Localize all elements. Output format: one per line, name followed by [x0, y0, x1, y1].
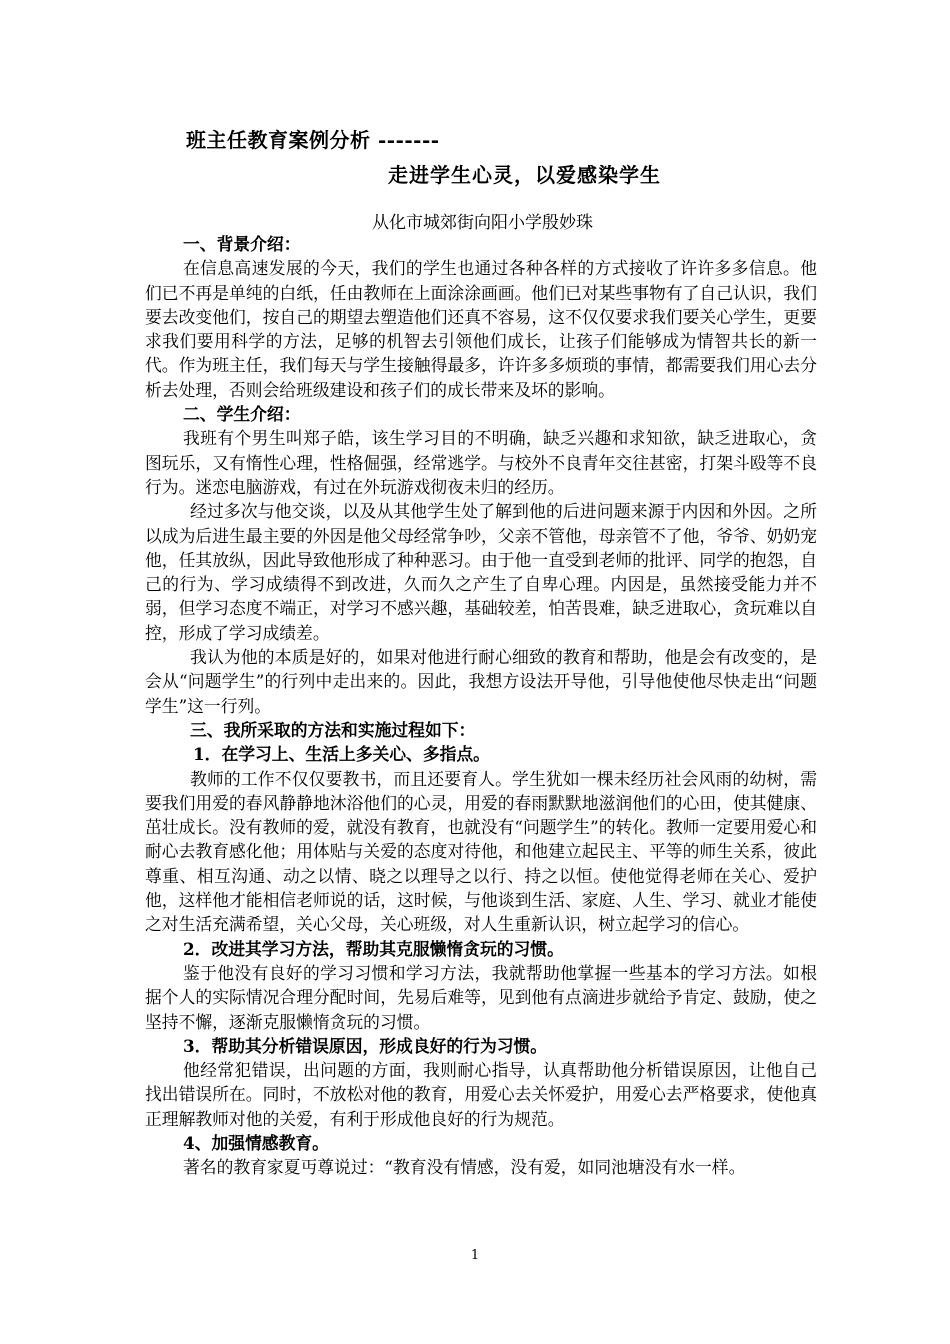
- paragraph: 我认为他的本质是好的，如果对他进行耐心细致的教育和帮助，他是会有改变的，是会从“问题学生”的行列中走出来的。因此，我想方设法开导他，引导他使他尽快走出“问题学生”这一行列。: [145, 647, 817, 716]
- method-heading-2: 2．改进其学习方法，帮助其克服懒惰贪玩的习惯。: [183, 938, 564, 959]
- paragraph: 在信息高速发展的今天，我们的学生也通过各种各样的方式接收了许许多多信息。他们已不再是单纯的白纸，任由教师在上面涂涂画画。他们已对某些事物有了自己认识，我们要去改变他们，按自己的期望去塑造他们还真不容易，这不仅仅要求我们要关心学生，更要求我们要用科学的方法，足够的机智去引领他们成长，让孩子们能够成为情智共长的新一代。作为班主任，我们每天与学生接触得最多，许许多多烦琐的事情，都需要我们用心去分析去处理，否则会给班级建设和孩子们的成长带来及坏的影响。: [145, 258, 817, 400]
- paragraph: 他经常犯错误，出问题的方面，我则耐心指导，认真帮助他分析错误原因，让他自己找出错误所在。同时，不放松对他的教育，用爱心去关怀爱护，用爱心去严格要求，使他真正理解教师对他的关爱，有利于形成他良好的行为规范。: [145, 1060, 817, 1129]
- paragraph: 著名的教育家夏丏尊说过：“教育没有情感，没有爱，如同池塘没有水一样。: [183, 1157, 746, 1178]
- method-heading-3: 3．帮助其分析错误原因，形成良好的行为习惯。: [183, 1035, 548, 1056]
- paragraph: 鉴于他没有良好的学习习惯和学习方法，我就帮助他掌握一些基本的学习方法。如根据个人的实际情况合理分配时间，先易后难等，见到他有点滴进步就给予肯定、鼓励，使之坚持不懈，逐渐克服懒惰贪玩的习惯。: [145, 962, 817, 1032]
- section-heading-student: 二、学生介绍：: [183, 404, 301, 425]
- paragraph: 教师的工作不仅仅要教书，而且还要育人。学生犹如一棵未经历社会风雨的幼树，需要我们用爱的春风静静地沐浴他们的心灵，用爱的春雨默默地滋润他们的心田，使其健康、茁壮成长。没有教师的爱，就没有教育，也就没有“问题学生”的转化。教师一定要用爱心和耐心去教育感化他；用体贴与关爱的态度对待他，和他建立起民主、平等的师生关系，彼此尊重、相互沟通、动之以情、晓之以理导之以行、持之以恒。使他觉得老师在关心、爱护他，这样他才能相信老师说的话，这时候，与他谈到生活、家庭、人生、学习、就业才能使之对生活充满希望，关心父母，关心班级，对人生重新认识，树立起学习的信心。: [145, 768, 817, 935]
- paragraph: 经过多次与他交谈，以及从其他学生处了解到他的后进问题来源于内因和外因。之所以成为后进生最主要的外因是他父母经常争吵，父亲不管他，母亲管不了他，爷爷、奶奶宠他，任其放纵，因此导致他形成了种种恶习。由于他一直受到老师的批评、同学的抱怨，自己的行为、学习成绩得不到改进，久而久之产生了自卑心理。内因是，虽然接受能力并不弱，但学习态度不端正，对学习不感兴趣，基础较差，怕苦畏难，缺乏进取心，贪玩难以自控，形成了学习成绩差。: [145, 501, 817, 643]
- section-heading-methods: 三、我所采取的方法和实施过程如下：: [190, 719, 476, 740]
- document-body: [145, 232, 817, 1180]
- author-line: 从化市城郊街向阳小学殷妙珠: [372, 213, 593, 233]
- document-title: 班主任教育案例分析 -------: [186, 128, 440, 152]
- method-heading-1: 1．在学习上、生活上多关心、多指点。: [193, 744, 490, 765]
- paragraph: 我班有个男生叫郑子皓，该生学习目的不明确，缺乏兴趣和求知欲，缺乏进取心，贪图玩乐，又有惰性心理，性格倔强，经常逃学。与校外不良青年交往甚密，打架斗殴等不良行为。迷恋电脑游戏，有过在外玩游戏彻夜未归的经历。: [145, 428, 817, 497]
- page-number: 1: [470, 1248, 480, 1263]
- method-heading-4: 4、加强情感教育。: [183, 1132, 329, 1153]
- section-heading-background: 一、背景介绍：: [183, 234, 301, 254]
- document-subtitle: 走进学生心灵，以爱感染学生: [388, 163, 661, 187]
